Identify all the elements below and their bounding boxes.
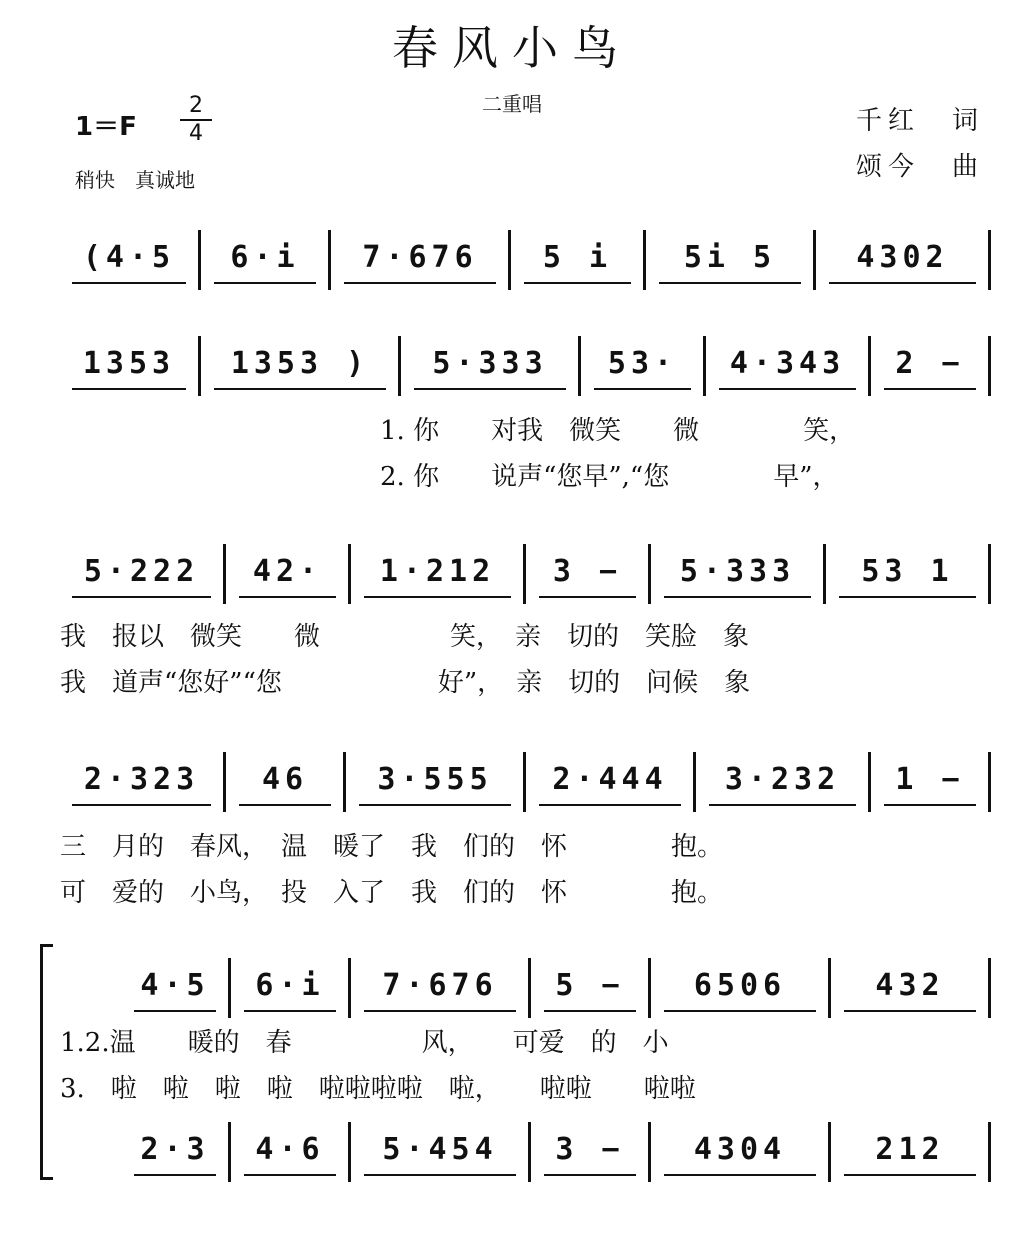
beam-underline xyxy=(884,388,976,390)
measure xyxy=(120,958,230,1018)
measure xyxy=(350,958,530,1018)
measure xyxy=(345,752,525,812)
measure-notes: 212 xyxy=(875,1132,945,1167)
measure xyxy=(400,336,580,396)
time-top: 2 xyxy=(189,93,203,118)
measure-notes: 5·333 xyxy=(432,346,548,381)
bar-line xyxy=(988,544,991,604)
measure xyxy=(330,230,510,290)
measure-notes: 42· xyxy=(252,554,323,589)
lyric-line-3: 我 报以 微笑 微 笑， 亲 切的 笑脸 象 xyxy=(60,622,750,652)
measure xyxy=(825,544,990,604)
beam-underline xyxy=(664,596,811,598)
measure-notes: 1353 xyxy=(82,346,176,381)
tempo-marking: 稍快 真诚地 xyxy=(75,168,195,192)
measure-notes: 2 − xyxy=(895,346,965,381)
beam-underline xyxy=(244,1174,336,1176)
bar-line xyxy=(988,1122,991,1182)
key-signature: 1＝F xyxy=(75,112,137,142)
measure-notes: 5 i xyxy=(542,240,613,275)
measure xyxy=(350,544,525,604)
beam-underline xyxy=(364,596,511,598)
lyric-line-5: 三 月的 春风， 温 暖了 我 们的 怀 抱。 xyxy=(60,832,724,862)
staff-row xyxy=(0,1122,1024,1182)
measure-notes: 1 − xyxy=(895,762,965,797)
lyric-line-6: 可 爱的 小鸟， 投 入了 我 们的 怀 抱。 xyxy=(60,878,724,908)
time-signature xyxy=(180,94,212,146)
composer-credit: 颂今 曲 xyxy=(855,152,984,182)
beam-underline xyxy=(839,596,976,598)
measure-notes: 1·212 xyxy=(379,554,496,589)
measure-notes: 5·333 xyxy=(679,554,796,589)
measure-notes: 4·5 xyxy=(140,968,210,1003)
measure xyxy=(695,752,870,812)
measure-notes: 6506 xyxy=(693,968,787,1003)
beam-underline xyxy=(659,282,801,284)
beam-underline xyxy=(364,1174,516,1176)
song-title: 春风小鸟 xyxy=(392,21,632,75)
beam-underline xyxy=(244,1010,336,1012)
bar-line xyxy=(988,752,991,812)
beam-underline xyxy=(239,804,331,806)
song-subtitle: 二重唱 xyxy=(482,92,542,116)
measure-notes: (4·5 xyxy=(82,240,176,275)
measure xyxy=(525,752,695,812)
measure xyxy=(580,336,705,396)
system-brace xyxy=(40,944,53,1180)
measure xyxy=(830,1122,990,1182)
measure-notes: 5·454 xyxy=(382,1132,498,1167)
measure-notes: 3·232 xyxy=(724,762,841,797)
beam-underline xyxy=(134,1010,216,1012)
measure-notes: 7·676 xyxy=(362,240,478,275)
measure-notes: 3 − xyxy=(552,554,623,589)
staff-row xyxy=(0,958,1024,1018)
beam-underline xyxy=(364,1010,516,1012)
measure xyxy=(830,958,990,1018)
beam-underline xyxy=(524,282,631,284)
measure xyxy=(645,230,815,290)
measure xyxy=(650,544,825,604)
measure xyxy=(350,1122,530,1182)
lyric-line-7: 1.2.温 暖的 春 风， 可爱 的 小 xyxy=(60,1028,669,1058)
measure-notes: 4·6 xyxy=(255,1132,325,1167)
measure xyxy=(230,1122,350,1182)
measure-notes: 3·555 xyxy=(377,762,493,797)
beam-underline xyxy=(539,596,636,598)
beam-underline xyxy=(544,1174,636,1176)
measure xyxy=(530,1122,650,1182)
measure-notes: 53 1 xyxy=(861,554,954,589)
lyricist-credit: 千红 词 xyxy=(855,106,984,136)
measure xyxy=(650,1122,830,1182)
beam-underline xyxy=(544,1010,636,1012)
beam-underline xyxy=(884,804,976,806)
measure-notes: 4302 xyxy=(856,240,949,275)
measure-notes: 4·343 xyxy=(729,346,846,381)
beam-underline xyxy=(134,1174,216,1176)
measure xyxy=(58,336,200,396)
beam-underline xyxy=(719,388,856,390)
lyric-line-2: 2. 你 说声“您早”,“您 早”， xyxy=(380,462,839,492)
beam-underline xyxy=(709,804,856,806)
measure-notes: 46 xyxy=(261,762,309,797)
measure xyxy=(225,752,345,812)
lyric-line-8: 3. 啦 啦 啦 啦 啦啦啦啦 啦， 啦啦 啦啦 xyxy=(60,1074,696,1104)
beam-underline xyxy=(844,1010,976,1012)
beam-underline xyxy=(414,388,566,390)
measure-notes: 4304 xyxy=(693,1132,787,1167)
beam-underline xyxy=(344,282,496,284)
measure-notes: 7·676 xyxy=(382,968,498,1003)
staff-row xyxy=(0,336,1024,396)
beam-underline xyxy=(72,596,211,598)
beam-underline xyxy=(214,282,316,284)
bar-line xyxy=(988,958,991,1018)
beam-underline xyxy=(359,804,511,806)
beam-underline xyxy=(539,804,681,806)
lyric-line-4: 我 道声“您好”“您 好”， 亲 切的 问候 象 xyxy=(60,668,751,698)
measure xyxy=(705,336,870,396)
measure xyxy=(200,230,330,290)
beam-underline xyxy=(844,1174,976,1176)
measure xyxy=(230,958,350,1018)
measure-notes: 2·3 xyxy=(140,1132,210,1167)
measure xyxy=(200,336,400,396)
measure xyxy=(650,958,830,1018)
beam-underline xyxy=(664,1010,816,1012)
measure xyxy=(530,958,650,1018)
beam-underline xyxy=(664,1174,816,1176)
beam-underline xyxy=(72,804,211,806)
measure-notes: 3 − xyxy=(555,1132,625,1167)
measure xyxy=(815,230,990,290)
beam-underline xyxy=(214,388,386,390)
beam-underline xyxy=(72,388,186,390)
measure-notes: 53· xyxy=(607,346,678,381)
bar-line xyxy=(988,230,991,290)
measure xyxy=(120,1122,230,1182)
measure xyxy=(225,544,350,604)
measure-notes: 6·i xyxy=(230,240,300,275)
measure-notes: 432 xyxy=(875,968,945,1003)
measure-notes: 2·323 xyxy=(83,762,200,797)
measure-notes: 1353 ) xyxy=(230,346,370,381)
time-bottom: 4 xyxy=(189,121,203,146)
measure xyxy=(58,752,225,812)
measure xyxy=(870,752,990,812)
measure xyxy=(525,544,650,604)
measure-notes: 6·i xyxy=(255,968,325,1003)
beam-underline xyxy=(829,282,976,284)
staff-row xyxy=(0,752,1024,812)
beam-underline xyxy=(239,596,336,598)
measure-notes: 5i 5 xyxy=(683,240,777,275)
staff-row xyxy=(0,544,1024,604)
measure xyxy=(58,230,200,290)
measure xyxy=(510,230,645,290)
measure xyxy=(58,544,225,604)
beam-underline xyxy=(594,388,691,390)
staff-row xyxy=(0,230,1024,290)
measure xyxy=(870,336,990,396)
lyric-line-1: 1. 你 对我 微笑 微 笑， xyxy=(380,416,856,446)
measure-notes: 2·444 xyxy=(552,762,668,797)
bar-line xyxy=(988,336,991,396)
beam-underline xyxy=(72,282,186,284)
measure-notes: 5 − xyxy=(555,968,625,1003)
measure-notes: 5·222 xyxy=(83,554,200,589)
